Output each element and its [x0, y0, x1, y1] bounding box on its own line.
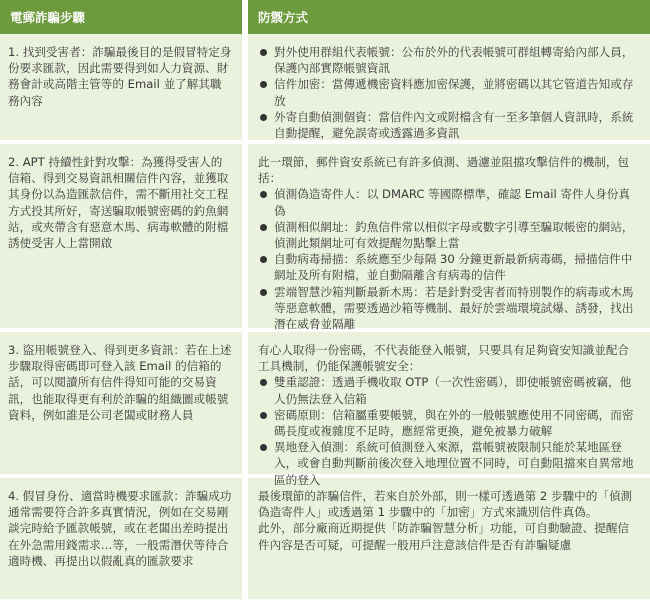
step-2	[0, 144, 242, 332]
header-defense: 防禦方式	[248, 0, 650, 34]
list-item: 雙重認證：透過手機收取 OTP（一次性密碼），即使帳號密碼被竊，他人仍無法登入信箱	[258, 374, 640, 406]
bullet-icon	[260, 224, 267, 231]
list-item: 異地登入偵測：系統可偵測登入來源，當帳號被限制只能於某地區登入，或會自動判斷前後次登入地理位置不同時，可自動阻擋來自異常地區的登入	[258, 439, 640, 488]
defense-4-intro: 最後環節的詐騙信件，若來自於外部，則一樣可透過第 2 步驟中的「偵測偽造寄件人」或透過第 1 步驟中的「加密」方式來識別信件真偽。	[258, 489, 633, 520]
bullet-icon	[260, 444, 267, 451]
bullet-icon	[260, 114, 267, 121]
list-item: 自動病毒掃描：系統應至少每隔 30 分鐘更新最新病毒碼，掃描信件中網址及所有附檔，並自動隔離含有病毒的信件	[258, 251, 640, 283]
bullet-icon	[260, 379, 267, 386]
defense-4	[248, 478, 650, 603]
bullet-icon	[260, 412, 267, 419]
bullet-icon	[260, 289, 267, 296]
list-item: 雲端智慧沙箱判斷最新木馬：若是針對受害者而特別製作的病毒或木馬等惡意軟體，需要透過沙箱等機制、最好於雲端環境試爆、誘發，找出潛在威脅並隔離	[258, 284, 640, 333]
defense-2	[248, 144, 650, 332]
defense-2-list	[258, 186, 640, 332]
defense-3-intro: 有心人取得一份密碼，不代表能登入帳號，只要具有足夠資安知識並配合工具機制，仍能保護帳號安全：	[258, 343, 630, 374]
bullet-icon	[260, 256, 267, 263]
list-item: 信件加密：當傳遞機密資料應加密保護，並將密碼以其它管道告知或存放	[258, 76, 640, 108]
step-3-text: 3. 盜用帳號登入、得到更多資訊：若在上述步驟取得密碼即可登入該 Email 的信箱的話，可以閱讀所有信件得知可能的交易資訊，也能取得更有利於詐騙的組織圖或帳號資料，例如誰是公司老闆或財務人員	[8, 343, 232, 422]
defense-3	[248, 332, 650, 487]
list-item: 密碼原則：信箱屬重要帳號，與在外的一般帳號應使用不同密碼，而密碼長度或複雜度不足時，應經常更換，避免被暴力破解	[258, 407, 640, 439]
bullet-icon	[260, 191, 267, 198]
defense-1-list	[258, 44, 640, 141]
defense-4-note: 此外，部分廠商近期提供「防詐騙智慧分析」功能，可自動驗證、提醒信件內容是否可疑，可提醒一般用戶注意該信件是否有詐騙疑慮	[258, 521, 630, 552]
list-item: 對外使用群組代表帳號：公布於外的代表帳號可群組轉寄給內部人員，保護內部實際帳號資訊	[258, 44, 640, 76]
step-4	[0, 478, 242, 603]
bullet-icon	[260, 49, 267, 56]
defense-1	[248, 34, 650, 144]
list-item: 外寄自動偵測個資：當信件內文或附檔含有一至多筆個人資訊時，系統自動提醒，避免誤寄或透露過多資訊	[258, 109, 640, 141]
step-4-text: 4. 假冒身份、適當時機要求匯款：詐騙成功通常需要符合許多真實情況，例如在交易剛談完時給予匯款帳號，或在老闆出差時提出在外急需用錢需求…等，一般需潛伏等待合適時機、再提出以假亂真的匯款要求	[8, 489, 232, 568]
defense-3-list	[258, 374, 640, 487]
list-item: 偵測偽造寄件人：以 DMARC 等國際標準，確認 Email 寄件人身份真偽	[258, 186, 640, 218]
bullet-icon	[260, 81, 267, 88]
step-2-text: 2. APT 持續性針對攻擊：為獲得受害人的信箱、得到交易資訊相關信件內容，並獲取其身份以為造匯款信件，需不斷用社交工程方式投其所好，寄送騙取帳號密碼的釣魚網站，或夾帶含有惡意木馬、病毒軟體的附檔誘使受害人上當開啟	[8, 155, 229, 251]
step-3	[0, 332, 242, 478]
list-item: 偵測相似網址：釣魚信件常以相似字母或數字引導至騙取帳密的網站，偵測此類網址可有效提醒勿點擊上當	[258, 219, 640, 251]
header-steps: 電郵詐騙步驟	[0, 0, 242, 34]
defense-2-intro: 此一環節，郵件資安系統已有許多偵測、過濾並阻擋攻擊信件的機制，包括：	[258, 155, 630, 186]
step-1	[0, 34, 242, 144]
step-1-text: 1. 找到受害者：詐騙最後目的是假冒特定身份要求匯款，因此需要得到如人力資源、財務會計或高階主管等的 Email 並了解其職務內容	[8, 45, 232, 108]
